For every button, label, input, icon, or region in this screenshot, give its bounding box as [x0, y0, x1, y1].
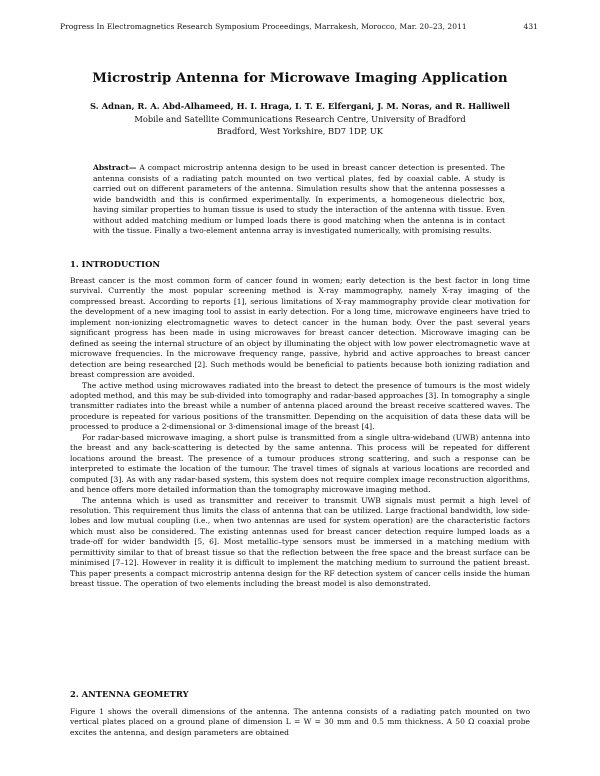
abstract — [93, 163, 505, 237]
section-body-introduction — [70, 276, 530, 590]
paragraph: Breast cancer is the most common form of cancer found in women; early detection is the best factor in long time survival. Currently the most popular screening method is X-ray mammography, namely X-ray imaging of the compressed breast. According to reports [1], serious limitations of X-ray mammography provide clear motivation for the development of a new imaging tool to assist in early detection. For a long time, microwave engineers have tried to implement non-ionizing electromagnetic waves to detect cancer in the human body. Over the past several years significant progress has been made in using microwaves for breast cancer detection. Microwave imaging can be defined as seeing the internal structure of an object by illuminating the object with low power electromagnetic wave at microwave frequencies. In the microwave frequency range, passive, hybrid and active approaches to breast cancer detection are being researched [2]. Such methods would be beneficial to patients because both ionizing radiation and breast compression are avoided. — [70, 276, 530, 380]
affiliation-line-1: Mobile and Satellite Communications Research Centre, University of Bradford — [134, 114, 466, 124]
section-body-antenna-geometry — [70, 707, 530, 738]
section-heading-antenna-geometry: 2. ANTENNA GEOMETRY — [70, 689, 189, 699]
page-number: 431 — [523, 22, 538, 31]
running-head — [60, 22, 538, 31]
section-heading-introduction: 1. INTRODUCTION — [70, 259, 161, 269]
paper-authors: S. Adnan, R. A. Abd-Alhameed, H. I. Hraga, I. T. E. Elfergani, J. M. Noras, and R. Halliwell — [90, 101, 510, 111]
abstract-label: Abstract— — [93, 163, 137, 172]
paragraph: For radar-based microwave imaging, a short pulse is transmitted from a single ultra-wideband (UWB) antenna into the breast and any back-scattering is detected by the same antenna. This process will be repeated for different locations around the breast. The presence of a tumour produces strong scattering, and such a response can be interpreted to estimate the location of the tumour. The travel times of signals at various locations are recorded and computed [3]. As with any radar-based system, this system does not require complex image reconstruction algorithms, and hence offers more detailed information than the tomography microwave imaging method. — [70, 432, 530, 495]
affiliation-line-2: Bradford, West Yorkshire, BD7 1DP, UK — [216, 126, 384, 136]
abstract-text: A compact microstrip antenna design to be used in breast cancer detection is presented. The antenna consists of a radiating patch mounted on two vertical plates, fed by coaxial cable. A study is carried out on different parameters of the antenna. Simulation results show that the antenna possesses a wide bandwidth and this is confirmed experimentally. In experiments, a homogeneous dielectric box, having similar properties to human tissue is used to study the interaction of the antenna with tissue. Even without added matching medium or lumped loads there is good matching when the antenna is in contact with the tissue. Finally a two-element antenna array is investigated numerically, with promising results. — [93, 163, 505, 236]
paragraph: The active method using microwaves radiated into the breast to detect the presence of tumours is the most widely adopted method, and this may be sub-divided into tomography and radar-based approaches [3]. In tomography a single transmitter radiates into the breast while a number of antenna placed around the breast receive scattered waves. The procedure is repeated for various positions of the transmitter. Depending on the acquisition of data these data will be processed to produce a 2-dimensional or 3-dimensional image of the breast [4]. — [70, 380, 530, 432]
paragraph: Figure 1 shows the overall dimensions of the antenna. The antenna consists of a radiating patch mounted on two vertical plates placed on a ground plane of dimension L = W = 30 mm and 0.5 mm thickness. A 50 Ω coaxial probe excites the antenna, and design parameters are obtained — [70, 707, 530, 737]
running-head-text: Progress In Electromagnetics Research Symposium Proceedings, Marrakesh, Morocco, Mar. 20–23, 2011 — [60, 22, 467, 31]
paragraph: The antenna which is used as transmitter and receiver to transmit UWB signals must permit a high level of resolution. This requirement thus limits the class of antenna that can be utilized. Large fractional bandwidth, low side-lobes and low mutual coupling (i.e., when two antennas are used for system operation) are the characteristic factors which must also be considered. The existing antennas used for breast cancer detection require lumped loads as a trade-off for wider bandwidth [5, 6]. Most metallic–type sensors must be immersed in a matching medium with permittivity similar to that of breast tissue so that the reflection between the free space and the breast surface can be minimised [7–12]. However in reality it is difficult to implement the matching medium to surround the patient breast. This paper presents a compact microstrip antenna design for the RF detection system of cancer cells inside the human breast tissue. The operation of two elements including the breast model is also demonstrated. — [70, 495, 530, 589]
paper-title: Microstrip Antenna for Microwave Imaging Application — [92, 71, 508, 86]
